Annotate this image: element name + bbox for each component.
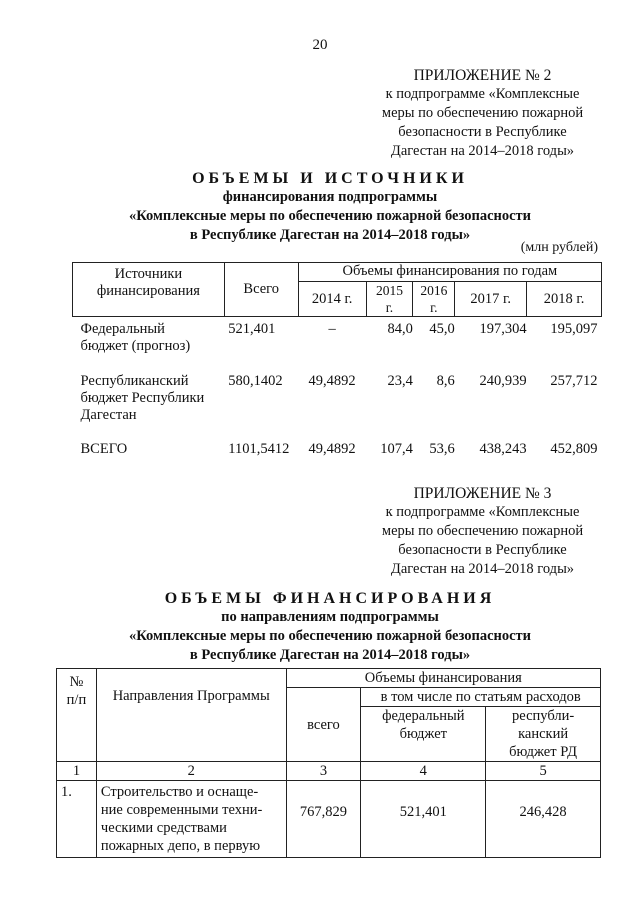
row-direction	[96, 781, 286, 858]
row-2016: 45,0	[429, 321, 455, 337]
row-name-line: бюджет (прогноз)	[80, 338, 191, 354]
row-name-line: ВСЕГО	[80, 441, 128, 457]
header-federal-line: бюджет	[399, 726, 448, 742]
row-name-line: бюджет Республики	[80, 390, 205, 406]
row-2017: 240,939	[479, 373, 527, 389]
header-republic-line: республи-	[512, 708, 575, 724]
table-row	[73, 437, 602, 465]
section-1-heading: ОБЪЕМЫ И ИСТОЧНИКИ	[192, 170, 468, 187]
table-row	[57, 781, 601, 858]
row-2015: 107,4	[380, 441, 413, 457]
header-sources	[73, 263, 225, 317]
header-number	[57, 669, 97, 762]
appendix-2-line: безопасности в Республике	[398, 124, 567, 140]
row-2015: 84,0	[387, 321, 413, 337]
row-name	[73, 317, 225, 370]
section-1-subtitle: в Республике Дагестан на 2014–2018 годы»	[189, 227, 471, 243]
header-republic-line: бюджет РД	[509, 744, 578, 760]
numbering-row	[57, 762, 601, 781]
header-republic	[486, 707, 601, 762]
header-year-2015-num: 2015	[375, 283, 403, 298]
row-total: 521,401	[228, 321, 276, 337]
units-label: (млн рублей)	[520, 240, 598, 255]
section-2-subtitle: по направлениям подпрограммы	[221, 609, 439, 625]
header-years-group: Объемы финансирования по годам	[298, 263, 601, 282]
appendix-2-line: Дагестан на 2014–2018 годы»	[390, 143, 575, 159]
financing-sources-table	[72, 262, 602, 465]
section-2-heading: ОБЪЕМЫ ФИНАНСИРОВАНИЯ	[164, 590, 496, 607]
row-total: 1101,5412	[228, 441, 290, 457]
row-name-line: Республиканский	[80, 373, 189, 389]
section-2-subtitle: «Комплексные меры по обеспечению пожарной безопасности	[128, 628, 532, 644]
header-direction: Направления Программы	[96, 669, 286, 762]
row-2018: 452,809	[550, 441, 598, 457]
header-year-2016	[413, 282, 455, 317]
row-direction-line: пожарных депо, в первую	[100, 838, 261, 854]
row-2016: 8,6	[436, 373, 455, 389]
row-2018: 195,097	[550, 321, 598, 337]
header-year-2014: 2014 г.	[298, 282, 366, 317]
header-number-line: №	[69, 674, 84, 690]
page-number: 20	[312, 37, 328, 53]
header-total: всего	[286, 688, 361, 762]
header-sources-line: Источники	[114, 266, 183, 282]
row-2017: 197,304	[479, 321, 527, 337]
row-name	[73, 437, 225, 465]
header-republic-line: канский	[518, 726, 569, 742]
col-number: 3	[286, 762, 361, 781]
header-year-2018: 2018 г.	[527, 282, 602, 317]
appendix-2-header	[360, 66, 605, 161]
section-1-subtitle: финансирования подпрограммы	[222, 189, 438, 205]
appendix-3-line: к подпрограмме «Комплексные	[385, 504, 580, 520]
row-total: 767,829	[286, 781, 361, 858]
row-direction-line: Строительство и оснаще-	[100, 784, 259, 800]
row-2017: 438,243	[479, 441, 527, 457]
header-year-2015	[366, 282, 413, 317]
appendix-3-title: ПРИЛОЖЕНИЕ № 3	[413, 485, 552, 502]
header-year-2016-suffix: г.	[430, 300, 438, 315]
appendix-3-line: безопасности в Республике	[398, 542, 567, 558]
header-total: Всего	[224, 263, 298, 317]
row-2014: 49,4892	[308, 373, 356, 389]
header-sources-line: финансирования	[96, 283, 200, 299]
row-name-line: Федеральный	[80, 321, 165, 337]
header-year-2015-suffix: г.	[385, 300, 394, 315]
appendix-2-line: меры по обеспечению пожарной	[381, 105, 584, 121]
section-2-title	[60, 590, 600, 665]
table-row	[73, 317, 602, 370]
header-including: в том числе по статьям расходов	[361, 688, 601, 707]
header-year-2017: 2017 г.	[455, 282, 527, 317]
row-name	[73, 369, 225, 437]
row-2014: –	[328, 321, 336, 337]
row-name-line: Дагестан	[80, 407, 137, 423]
row-2014: 49,4892	[308, 441, 356, 457]
row-number: 1.	[57, 781, 97, 858]
header-volumes: Объемы финансирования	[286, 669, 600, 688]
header-federal	[361, 707, 486, 762]
row-republic: 246,428	[486, 781, 601, 858]
col-number: 2	[96, 762, 286, 781]
col-number: 4	[361, 762, 486, 781]
header-number-line: п/п	[66, 692, 87, 708]
appendix-2-title: ПРИЛОЖЕНИЕ № 2	[413, 67, 552, 84]
header-federal-line: федеральный	[382, 708, 465, 724]
appendix-3-header	[360, 484, 605, 579]
row-total: 580,1402	[228, 373, 283, 389]
table-row	[73, 369, 602, 437]
financing-directions-table	[56, 668, 601, 858]
appendix-3-line: Дагестан на 2014–2018 годы»	[390, 561, 575, 577]
section-1-subtitle: «Комплексные меры по обеспечению пожарной безопасности	[128, 208, 532, 224]
row-direction-line: ние современными техни-	[100, 802, 263, 818]
row-federal: 521,401	[361, 781, 486, 858]
row-2016: 53,6	[429, 441, 455, 457]
row-2015: 23,4	[387, 373, 413, 389]
appendix-3-line: меры по обеспечению пожарной	[381, 523, 584, 539]
col-number: 1	[57, 762, 97, 781]
col-number: 5	[486, 762, 601, 781]
section-1-title	[60, 170, 600, 245]
row-direction-line: ческими средствами	[100, 820, 227, 836]
header-year-2016-num: 2016	[420, 283, 448, 298]
appendix-2-line: к подпрограмме «Комплексные	[385, 86, 580, 102]
section-2-subtitle: в Республике Дагестан на 2014–2018 годы»	[189, 647, 471, 663]
row-2018: 257,712	[550, 373, 598, 389]
